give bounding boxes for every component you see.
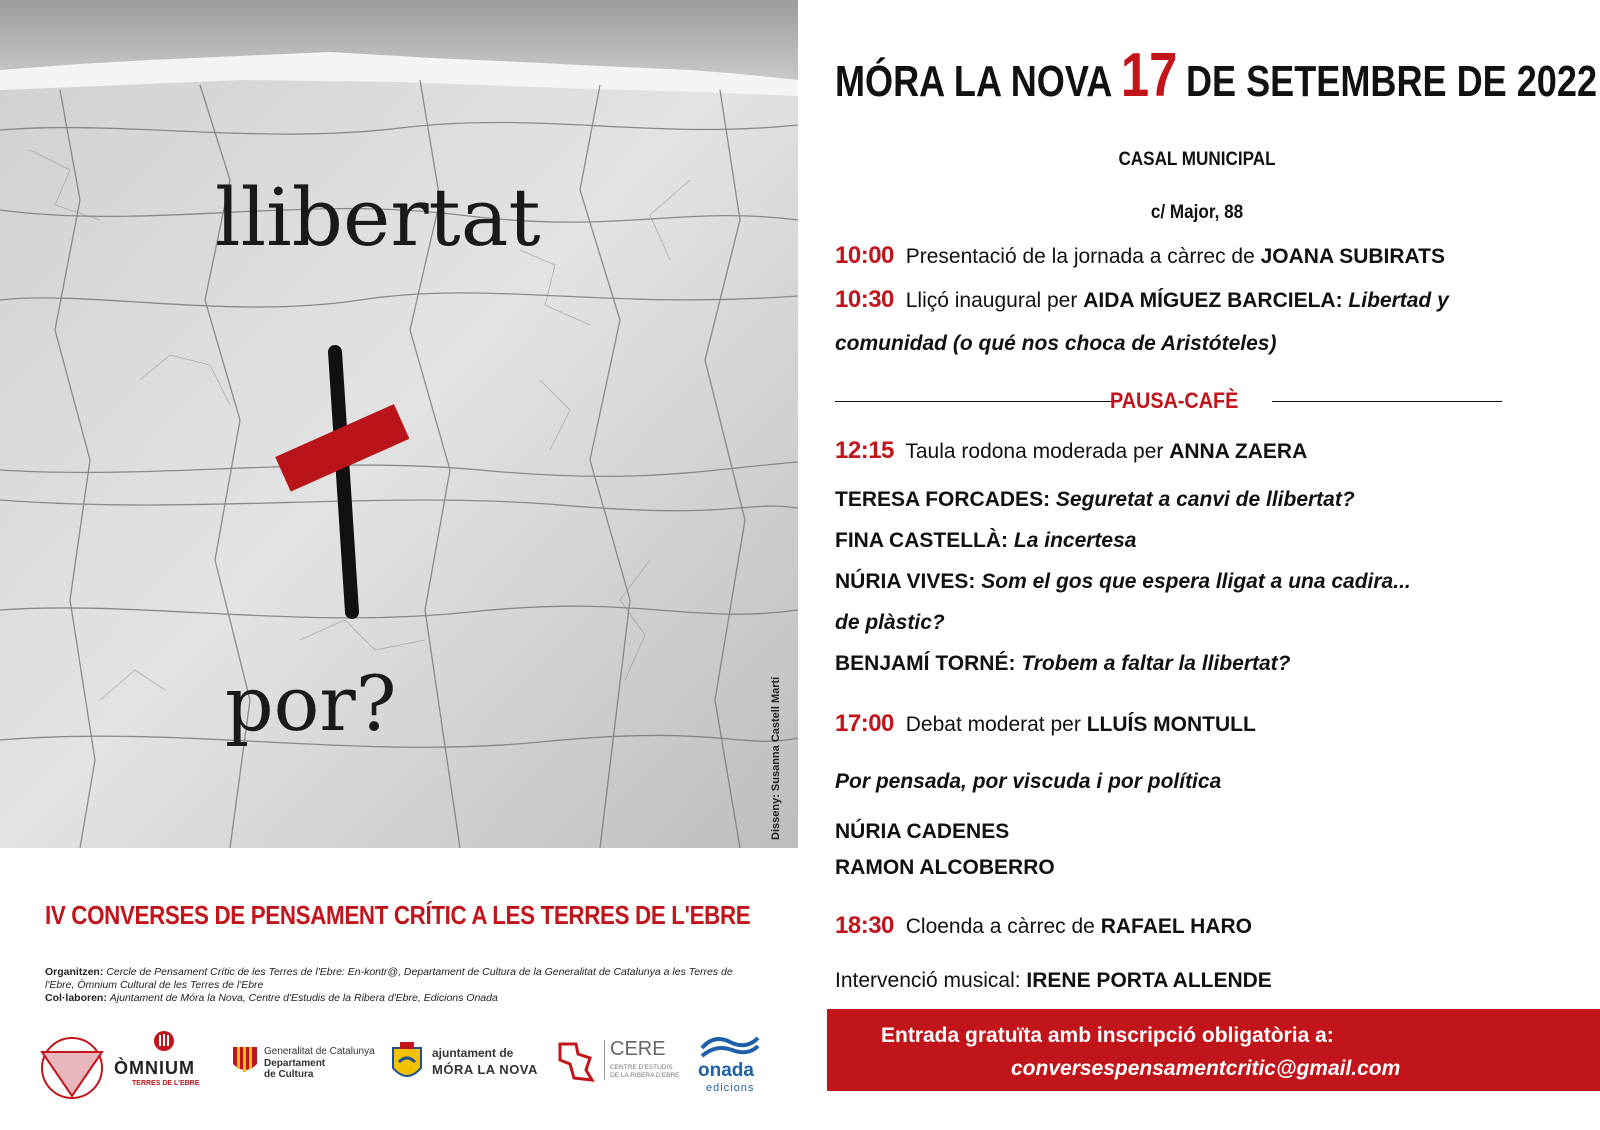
registration-text: Entrada gratuïta amb inscripció obligatòria a:	[881, 1024, 1334, 1047]
session-opening	[835, 242, 1445, 270]
omnium-name: ÒMNIUM	[114, 1058, 195, 1078]
session-time: 17:00	[835, 710, 894, 737]
onada-name: onada	[698, 1060, 754, 1081]
session-person: ANNA ZAERA	[1169, 440, 1308, 463]
cere-sub1: CENTRE D'ESTUDIS	[610, 1064, 673, 1071]
cere-divider	[604, 1040, 605, 1080]
session-closing	[835, 912, 1252, 940]
ajuntament-logo	[390, 1030, 540, 1100]
omnium-sub: TERRES DE L'EBRE	[132, 1080, 200, 1087]
panelist-name: BENJAMÍ TORNÉ:	[835, 652, 1016, 675]
session-inaugural-cont	[835, 332, 1276, 356]
debater-item	[835, 856, 1055, 880]
ajuntament-crest-icon	[390, 1040, 424, 1084]
session-person: LLUÍS MONTULL	[1086, 713, 1256, 736]
panelist-item-cont	[835, 611, 945, 635]
organizers-line	[45, 966, 765, 992]
session-title: Libertad y	[1348, 289, 1449, 312]
session-inaugural	[835, 286, 1449, 314]
debater-name: RAMON ALCOBERRO	[835, 856, 1055, 879]
music-line	[835, 969, 1272, 993]
music-label: Intervenció musical:	[835, 969, 1021, 992]
registration-banner	[827, 1009, 1600, 1091]
organizers-text: Cercle de Pensament Crític de les Terres de l'Ebre: En-kontr@, Departament de Cultura de la Generalitat de Catalunya a les Terres de l'Ebre, Òmnium Cultural de les Terres de l'Ebre	[45, 966, 733, 991]
cercle-logo	[36, 1030, 108, 1100]
panelist-name: FINA CASTELLÀ:	[835, 529, 1009, 552]
onada-wave-icon	[700, 1030, 760, 1060]
sponsor-logos	[36, 1030, 766, 1100]
panelist-item	[835, 570, 1411, 594]
gencat-shield-icon	[232, 1046, 258, 1076]
panelist-talk-cont: de plàstic?	[835, 611, 945, 634]
cere-name: CERE	[610, 1038, 666, 1060]
panelist-talk: La incertesa	[1013, 529, 1137, 552]
photo-word-top: llibertat	[215, 171, 541, 264]
onada-logo	[696, 1030, 766, 1100]
cere-sub2: DE LA RIBERA D'EBRE	[610, 1072, 680, 1079]
venue-address: c/ Major, 88	[1150, 202, 1244, 223]
panelist-talk: Trobem a faltar la llibertat?	[1021, 652, 1291, 675]
design-credit: Disseny: Susanna Castell Martí	[770, 676, 782, 840]
session-time: 18:30	[835, 912, 894, 939]
music-person: IRENE PORTA ALLENDE	[1026, 969, 1272, 992]
photo-word-bottom: por?	[225, 659, 397, 748]
session-person: AIDA MÍGUEZ BARCIELA:	[1083, 289, 1343, 312]
session-debate	[835, 710, 1256, 738]
session-time: 10:30	[835, 286, 894, 313]
debater-name: NÚRIA CADENES	[835, 820, 1010, 843]
organizers-block	[45, 966, 765, 1005]
debater-item	[835, 820, 1009, 844]
ajuntament-line1: ajuntament de	[432, 1046, 514, 1060]
session-text: Debat moderat per	[905, 713, 1081, 736]
gencat-line1: Generalitat de Catalunya	[264, 1046, 375, 1057]
panelist-item	[835, 652, 1291, 676]
session-text: Lliçó inaugural per	[905, 289, 1078, 312]
session-title-cont: comunidad (o qué nos choca de Aristóteles)	[835, 332, 1277, 355]
session-time: 10:00	[835, 242, 894, 269]
panelist-item	[835, 529, 1136, 553]
venue-name: CASAL MUNICIPAL	[1118, 149, 1276, 170]
session-person: RAFAEL HARO	[1100, 915, 1252, 938]
pause-rule-right	[1272, 401, 1502, 402]
session-text: Presentació de la jornada a càrrec de	[905, 245, 1255, 268]
panelist-name: TERESA FORCADES:	[835, 488, 1051, 511]
debate-subtitle-text: Por pensada, por viscuda i por política	[835, 770, 1222, 793]
omnium-flame-icon	[152, 1030, 176, 1052]
session-time: 12:15	[835, 437, 894, 464]
session-roundtable	[835, 437, 1307, 465]
debate-subtitle	[835, 770, 1221, 794]
panelist-name: NÚRIA VIVES:	[835, 570, 976, 593]
pause-label: PAUSA-CAFÈ	[1110, 388, 1239, 413]
headline-day: 17	[1120, 41, 1178, 110]
panelist-talk: Som el gos que espera lligat a una cadira...	[981, 570, 1411, 593]
cere-logo	[556, 1030, 686, 1100]
session-text: Cloenda a càrrec de	[905, 915, 1095, 938]
event-title: IV CONVERSES DE PENSAMENT CRÍTIC A LES TERRES DE L'EBRE	[45, 900, 751, 930]
gencat-logo	[232, 1030, 382, 1100]
pause-rule-left	[835, 401, 1117, 402]
headline-place: MÓRA LA NOVA	[835, 57, 1113, 106]
cere-map-icon	[556, 1040, 596, 1082]
collaborators-line	[45, 992, 765, 1005]
session-person: JOANA SUBIRATS	[1260, 245, 1445, 268]
registration-email[interactable]: conversespensamentcritic@gmail.com	[1011, 1057, 1401, 1080]
rock-wall-image	[0, 0, 798, 848]
collaborators-label: Col·laboren:	[45, 992, 107, 1004]
collaborators-text: Ajuntament de Móra la Nova, Centre d'Estudis de la Ribera d'Ebre, Edicions Onada	[109, 992, 498, 1004]
gencat-line2: Departament	[264, 1058, 326, 1069]
session-text: Taula rodona moderada per	[905, 440, 1164, 463]
organizers-label: Organitzen:	[45, 966, 104, 978]
headline-date-rest: DE SETEMBRE DE 2022	[1185, 57, 1598, 106]
gencat-line3: de Cultura	[264, 1069, 314, 1080]
panelist-talk: Seguretat a canvi de llibertat?	[1055, 488, 1355, 511]
cercle-triangle-icon	[36, 1030, 108, 1100]
onada-sub: edicions	[706, 1082, 755, 1094]
headline-date	[835, 40, 1597, 111]
ajuntament-line2: MÓRA LA NOVA	[432, 1062, 538, 1077]
omnium-logo	[114, 1030, 214, 1100]
poster-photo	[0, 0, 798, 848]
panelist-item	[835, 488, 1355, 512]
